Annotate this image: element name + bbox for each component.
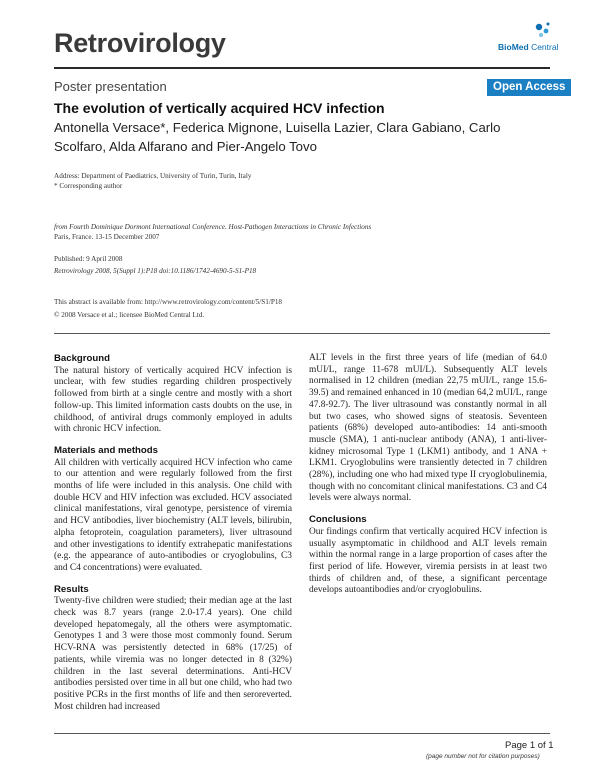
- results-text-right: ALT levels in the first three years of life (median of 64.0 mUI/L, range 11-678 mUI/L). Subsequently ALT levels normalised in 12 children (median 22,75 mUI/L, range 15.6-39.5) and remained enhanced in 10 (median 64,2 mUI/L, range 47.8-92.7). The liver ultrasound was constantly normal in all but two cases, who showed signs of steatosis. Seventeen patients (68%) developed auto-antibodies: 14 anti-smooth muscle (SMA), 1 anti-nuclear antibody (ANA), 1 anti-liver-kidney microsomal Type 1 (LKM1) antibody, and 1 ANA + LKM1. Cryoglobulins were transiently detected in 7 children (28%), including one who had mixed type II cryoglobulinemia, though with no concomitant clinical manifestations. C3 and C4 levels were always normal.: [309, 353, 547, 504]
- footer-rule: [54, 733, 550, 734]
- copyright: © 2008 Versace et al.; licensee BioMed Central Ltd.: [54, 311, 205, 319]
- results-heading: Results: [54, 583, 89, 595]
- section-rule: [54, 333, 550, 334]
- citation: Retrovirology 2008, 5(Suppl 1):P18 doi:10.1186/1742-4690-5-S1-P18: [54, 267, 257, 275]
- biomed-central-logo: [492, 20, 559, 56]
- results-text-left: Twenty-five children were studied; their median age at the last check was 8.7 years (range 2.0-17.4 years). One child developed hepatomegaly, all the others were asymptomatic. Genotypes 1 and 3 were those most commonly found. Serum HCV-RNA was persistently detected in 68% (17/25) of patients, while viremia was no longer detected in 8 (32%) children in the last several determinations. Anti-HCV antibodies persisted over time in all but one child, who had two positive PCRs in the first months of life and then seroreverted. Most children had increased: [54, 596, 292, 712]
- journal-title: Retrovirology: [54, 28, 226, 58]
- article-title: The evolution of vertically acquired HCV infection: [54, 100, 385, 116]
- article-type: Poster presentation: [54, 79, 167, 94]
- page-number: Page 1 of 1: [505, 740, 554, 751]
- page-note: (page number not for citation purposes): [426, 753, 540, 760]
- published-date: Published: 9 April 2008: [54, 255, 123, 263]
- logo-text: BioMed Central: [498, 42, 559, 52]
- open-access-badge: Open Access: [487, 79, 571, 96]
- methods-text: All children with vertically acquired HCV infection who came to our attention and were regularly followed from the first months of life were included in this analysis. One child with double HCV and HIV infection was excluded. HCV associated clinical manifestations, viral genotype, persistence of viremia and HCV antibodies, liver biochemistry (ALT levels, bilirubin, alpha fetoprotein, coagulation parameters), liver ultrasound and other investigations to identify extrahepatic manifestations (e.g. the appearance of auto-antibodies or cryoglobulins, C3 and C4 concentrations) were evaluated.: [54, 457, 292, 573]
- conference-place: Paris, France. 13-15 December 2007: [54, 233, 160, 241]
- methods-heading: Materials and methods: [54, 444, 158, 456]
- background-text: The natural history of vertically acquired HCV infection is unclear, with few studies regarding children prospectively followed from birth at a single centre and mostly with a short follow-up. This limited information casts doubts on the use, in childhood, of antiviral drugs commonly employed in adults with chronic HCV infection.: [54, 365, 292, 435]
- conference-line: from Fourth Dominique Dormont International Conference. Host-Pathogen Interactions in Chronic Infections: [54, 223, 372, 231]
- address: Address: Department of Paediatrics, University of Turin, Turin, Italy: [54, 172, 252, 180]
- availability-link[interactable]: This abstract is available from: http://www.retrovirology.com/content/5/S1/P18: [54, 298, 283, 306]
- author-list: Antonella Versace*, Federica Mignone, Luisella Lazier, Clara Gabiano, Carlo Scolfaro, Alda Alfarano and Pier-Angelo Tovo: [54, 120, 501, 154]
- header-rule: [54, 67, 550, 69]
- left-column: [54, 353, 292, 722]
- background-heading: Background: [54, 353, 110, 364]
- corresponding-author: * Corresponding author: [54, 182, 123, 190]
- right-column: [309, 353, 547, 606]
- logo-circles-icon: [492, 20, 554, 44]
- conclusions-heading: Conclusions: [309, 514, 367, 526]
- conclusions-text: Our findings confirm that vertically acquired HCV infection is usually asymptomatic in childhood and ALT levels remain within the normal range in a large proportion of cases after the first period of life. However, viremia persists in at least two thirds of children and, of these, a significant percentage develops autoantibodies and/or cryoglobulins.: [309, 526, 547, 596]
